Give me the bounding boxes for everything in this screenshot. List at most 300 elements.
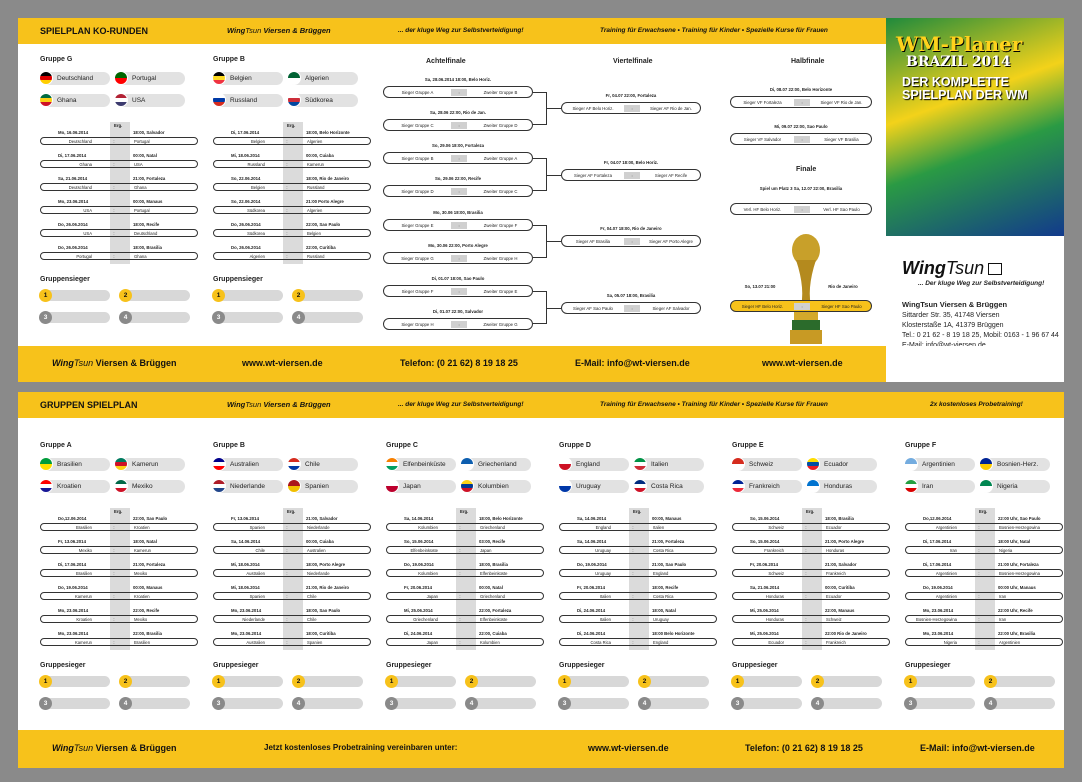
gruppensieger-slot[interactable]: [639, 698, 709, 709]
team-pill: [634, 458, 704, 471]
ko-match-row[interactable]: [730, 133, 872, 145]
match-away-team: Belgien: [307, 231, 321, 236]
match-row[interactable]: [40, 569, 198, 577]
ko-footer-web2[interactable]: www.wt-viersen.de: [762, 358, 843, 368]
match-score-separator[interactable]: :: [632, 525, 634, 530]
match-score-separator[interactable]: :: [459, 548, 461, 553]
team-name: Brasilien: [57, 461, 82, 468]
ko-score-separator[interactable]: :: [794, 136, 810, 143]
match-score-separator[interactable]: :: [113, 617, 115, 622]
match-away-team: Kamerun: [307, 162, 324, 167]
match-score-separator[interactable]: :: [286, 185, 288, 190]
match-home-team: Kamerun: [75, 640, 92, 645]
match-row[interactable]: [213, 252, 371, 260]
match-score-separator[interactable]: :: [978, 617, 980, 622]
match-score-separator[interactable]: :: [805, 571, 807, 576]
match-date: Mi, 25.06.2014: [750, 631, 779, 636]
rank-badge: 1: [39, 675, 52, 688]
kolumbien-flag-icon: [460, 479, 474, 493]
ko-viertel-title: Viertelfinale: [613, 58, 653, 65]
match-away-team: Spanien: [307, 640, 323, 645]
match-score-separator[interactable]: :: [286, 617, 288, 622]
match-home-team: USA: [83, 231, 92, 236]
group-title: Gruppe B: [213, 442, 245, 449]
gruppensieger-slot[interactable]: [213, 312, 283, 323]
match-home-team: Portugal: [76, 254, 92, 259]
match-row[interactable]: [559, 615, 717, 623]
match-score-separator[interactable]: :: [632, 594, 634, 599]
ko-match-row[interactable]: [383, 219, 533, 231]
team-pill: [634, 480, 704, 493]
match-time-place: 21:00, Fortaleza: [133, 176, 166, 181]
match-score-separator[interactable]: :: [805, 525, 807, 530]
match-row[interactable]: [40, 137, 198, 145]
match-away-team: Ecuador: [826, 594, 842, 599]
ko-match-row[interactable]: [383, 86, 533, 98]
match-away-team: Japan: [480, 548, 492, 553]
match-score-separator[interactable]: :: [113, 231, 115, 236]
bracket-line: [547, 308, 561, 309]
match-date: Mo, 23.06.2014: [58, 608, 89, 613]
match-score-separator[interactable]: :: [286, 525, 288, 530]
bracket-line: [547, 175, 561, 176]
ko-score-separator[interactable]: :: [624, 172, 640, 179]
match-away-team: Nigeria: [999, 548, 1013, 553]
groups-footer-web[interactable]: www.wt-viersen.de: [588, 743, 669, 753]
match-score-separator[interactable]: :: [978, 525, 980, 530]
ko-match-date: Di, 01.07 22:00, Salvador: [432, 309, 484, 314]
match-row[interactable]: [386, 546, 544, 554]
match-row[interactable]: [213, 137, 371, 145]
match-score-separator[interactable]: :: [113, 525, 115, 530]
match-away-team: England: [653, 571, 669, 576]
match-row[interactable]: [40, 160, 198, 168]
match-score-separator[interactable]: :: [978, 571, 980, 576]
gruppensieger-slot[interactable]: [40, 698, 110, 709]
match-row[interactable]: [732, 592, 890, 600]
match-row[interactable]: [559, 546, 717, 554]
match-time-place: 22:00, Sao Paulo: [306, 222, 341, 227]
match-home-team: Bosnien-Herzegowina: [916, 617, 957, 622]
match-home-team: Nigeria: [943, 640, 957, 645]
match-date: Di, 17.06.2014: [923, 562, 952, 567]
match-score-separator[interactable]: :: [286, 594, 288, 599]
match-date: Mo, 23.06.2014: [58, 199, 89, 204]
match-away-team: Mexiko: [134, 571, 148, 576]
match-row[interactable]: [213, 523, 371, 531]
match-away-team: Costa Rica: [653, 594, 674, 599]
match-row[interactable]: [213, 546, 371, 554]
team-name: Russland: [230, 97, 258, 104]
match-score-separator[interactable]: :: [805, 594, 807, 599]
match-row[interactable]: [40, 546, 198, 554]
match-row[interactable]: [732, 523, 890, 531]
ko-header-training: Training für Erwachsene • Training für Kinder • Spezielle Kurse für Frauen: [600, 27, 828, 34]
match-time-place: 00:00, Curitiba: [825, 585, 855, 590]
match-row[interactable]: [732, 546, 890, 554]
gruppensieger-slot[interactable]: [40, 676, 110, 687]
gruppensieger-slot[interactable]: [213, 290, 283, 301]
gruppensieger-slot[interactable]: [40, 290, 110, 301]
match-date: Di, 24.06.2014: [404, 631, 433, 636]
ko-match-row[interactable]: [383, 119, 533, 131]
match-score-separator[interactable]: :: [286, 208, 288, 213]
match-row[interactable]: [40, 638, 198, 646]
ko-home-slot: Sieger AF Sao Paulo: [573, 306, 613, 311]
gruppensieger-slot[interactable]: [293, 312, 363, 323]
match-score-separator[interactable]: :: [113, 208, 115, 213]
match-row[interactable]: [213, 615, 371, 623]
ko-score-separator[interactable]: :: [451, 321, 467, 328]
match-time-place: 22:00 Rio de Janeiro: [825, 631, 867, 636]
rank-badge: 1: [385, 675, 398, 688]
match-date: Do, 26.06.2014: [58, 222, 88, 227]
match-row[interactable]: [559, 638, 717, 646]
match-row[interactable]: [732, 615, 890, 623]
match-row[interactable]: [905, 569, 1063, 577]
team-pill: [288, 72, 358, 85]
match-row[interactable]: [559, 592, 717, 600]
match-row[interactable]: [40, 523, 198, 531]
match-row[interactable]: [213, 638, 371, 646]
match-row[interactable]: [386, 592, 544, 600]
match-score-separator[interactable]: :: [805, 640, 807, 645]
match-date: Di, 17.06.2014: [923, 539, 952, 544]
match-row[interactable]: [905, 615, 1063, 623]
match-date: Mi, 18.06.2014: [231, 153, 260, 158]
match-score-separator[interactable]: :: [459, 525, 461, 530]
match-date: Mo, 16.06.2014: [58, 130, 89, 135]
ko-away-slot: Sieger VF Rio de Jan.: [820, 100, 863, 105]
gruppensieger-slot[interactable]: [386, 676, 456, 687]
match-row[interactable]: [40, 615, 198, 623]
gruppensieger-slot[interactable]: [293, 698, 363, 709]
match-score-separator[interactable]: :: [632, 548, 634, 553]
gruppensieger-slot[interactable]: [466, 698, 536, 709]
frankreich-flag-icon: [731, 479, 745, 493]
ko-score-separator[interactable]: :: [451, 255, 467, 262]
match-row[interactable]: [386, 523, 544, 531]
match-time-place: 22:00 Uhr, Brasilia: [998, 631, 1036, 636]
match-score-separator[interactable]: :: [113, 162, 115, 167]
match-home-team: Spanien: [249, 525, 265, 530]
ko-away-slot: Sieger AF Recife: [654, 173, 688, 178]
match-score-separator[interactable]: :: [113, 548, 115, 553]
gruppensieger-slot[interactable]: [293, 676, 363, 687]
contact-line2: Klosterstaße 1A, 41379 Brüggen: [902, 322, 1004, 329]
ko-header-band: [18, 18, 886, 44]
ko-halb-title: Halbfinale: [791, 58, 825, 65]
match-score-separator[interactable]: :: [632, 617, 634, 622]
gruppensieger-slot[interactable]: [812, 698, 882, 709]
brand-prefix: Wing: [227, 26, 246, 35]
match-row[interactable]: [386, 615, 544, 623]
brand-suffix: Viersen & Brüggen: [261, 26, 331, 35]
match-row[interactable]: [213, 592, 371, 600]
team-pill: [905, 458, 975, 471]
team-pill: [288, 480, 358, 493]
match-away-team: Griechenland: [480, 594, 505, 599]
match-row[interactable]: [905, 546, 1063, 554]
match-score-separator[interactable]: :: [286, 231, 288, 236]
ko-score-separator[interactable]: :: [794, 99, 810, 106]
gruppensieger-slot[interactable]: [40, 312, 110, 323]
match-time-place: 22:00, Sao Paulo: [133, 516, 168, 521]
match-score-separator[interactable]: :: [113, 571, 115, 576]
gruppensieger-slot[interactable]: [732, 698, 802, 709]
ko-match-row[interactable]: [561, 102, 701, 114]
ko-away-slot: Sieger AF Salvador: [652, 306, 690, 311]
gruppensieger-slot[interactable]: [985, 698, 1055, 709]
team-name: Kolumbien: [478, 483, 509, 490]
match-home-team: Iran: [949, 548, 957, 553]
ko-home-slot: Sieger Gruppe G: [401, 256, 434, 261]
match-score-separator[interactable]: :: [113, 139, 115, 144]
match-away-team: Honduras: [826, 548, 845, 553]
match-score-separator[interactable]: :: [978, 640, 980, 645]
team-name: Frankreich: [749, 483, 780, 490]
ko-match-row[interactable]: [730, 300, 872, 312]
match-away-team: Frankreich: [826, 571, 846, 576]
match-time-place: 18:00, Recife: [133, 222, 160, 227]
ko-header-slogan: ... der kluge Weg zur Selbstverteidigung!: [398, 27, 524, 34]
ko-match-row[interactable]: [383, 252, 533, 264]
match-score-separator[interactable]: :: [978, 548, 980, 553]
match-date: Mo, 23.06.2014: [923, 631, 954, 636]
team-name: Mexiko: [132, 483, 153, 490]
match-date: Do, 19.06.2014: [58, 585, 88, 590]
match-score-separator[interactable]: :: [113, 254, 115, 259]
match-row[interactable]: [213, 569, 371, 577]
ko-match-date: Mi, 09.07 22:00, Sao Paulo: [774, 124, 828, 129]
match-date: Mi, 25.06.2014: [404, 608, 433, 613]
ko-away-slot: Sieger AF Porto Alegre: [649, 239, 693, 244]
match-date: Do, 19.06.2014: [404, 562, 434, 567]
match-row[interactable]: [40, 206, 198, 214]
ko-home-slot: Sieger Gruppe F: [401, 289, 434, 294]
groups-header-brand: [227, 400, 331, 409]
rank-badge: 3: [212, 311, 225, 324]
ko-score-separator[interactable]: :: [451, 122, 467, 129]
match-away-team: Niederlande: [307, 571, 330, 576]
match-row[interactable]: [559, 523, 717, 531]
match-score-separator[interactable]: :: [805, 617, 807, 622]
gruppensieger-slot[interactable]: [120, 698, 190, 709]
ko-home-slot: Sieger Gruppe B: [401, 156, 434, 161]
match-score-separator[interactable]: :: [632, 640, 634, 645]
match-away-team: Ghana: [134, 254, 147, 259]
match-time-place: 18:00, Curitiba: [306, 631, 336, 636]
nigeria-flag-icon: [979, 479, 993, 493]
team-pill: [115, 458, 185, 471]
group-title: Gruppe A: [40, 442, 72, 449]
match-score-separator[interactable]: :: [286, 571, 288, 576]
ko-match-row[interactable]: [383, 318, 533, 330]
match-score-separator[interactable]: :: [286, 139, 288, 144]
match-time-place: 22:00 Uhr, Sao Paulo: [998, 516, 1041, 521]
team-pill: [213, 94, 283, 107]
ko-match-row[interactable]: [561, 302, 701, 314]
match-row[interactable]: [386, 638, 544, 646]
ko-score-separator[interactable]: :: [794, 303, 810, 310]
match-home-team: Spanien: [249, 594, 265, 599]
match-time-place: 00:00, Natal: [479, 585, 503, 590]
ko-match-row[interactable]: [561, 169, 701, 181]
chile-flag-icon: [287, 457, 301, 471]
match-row[interactable]: [905, 638, 1063, 646]
match-row[interactable]: [40, 252, 198, 260]
ko-score-separator[interactable]: :: [451, 288, 467, 295]
rank-badge: 1: [558, 675, 571, 688]
ko-match-row[interactable]: [730, 203, 872, 215]
match-row[interactable]: [905, 592, 1063, 600]
match-time-place: 18:00, Porto Alegre: [306, 562, 346, 567]
ko-home-slot: Sieger Gruppe H: [401, 322, 434, 327]
groups-header-band: [18, 392, 1064, 418]
match-score-separator[interactable]: :: [459, 640, 461, 645]
match-row[interactable]: [40, 183, 198, 191]
match-date: Sa, 14.06.2014: [404, 516, 434, 521]
group-title: Gruppe B: [213, 56, 245, 63]
ko-score-separator[interactable]: :: [624, 305, 640, 312]
gruppensieger-slot[interactable]: [120, 312, 190, 323]
ko-score-separator[interactable]: :: [624, 105, 640, 112]
rank-badge: 3: [904, 697, 917, 710]
bracket-connector: [533, 92, 547, 125]
match-row[interactable]: [213, 160, 371, 168]
match-date: Di, 17.06.2014: [231, 130, 260, 135]
ko-match-row[interactable]: [383, 285, 533, 297]
gruppensieger-slot[interactable]: [120, 290, 190, 301]
match-score-separator[interactable]: :: [459, 571, 461, 576]
ko-footer-web[interactable]: www.wt-viersen.de: [242, 358, 323, 368]
ko-achtel-title: Achtelfinale: [426, 58, 466, 65]
match-time-place: 00:00, Natal: [133, 153, 157, 158]
match-row[interactable]: [386, 569, 544, 577]
rank-badge: 4: [638, 697, 651, 710]
match-home-team: Argentinien: [935, 525, 957, 530]
match-row[interactable]: [213, 206, 371, 214]
ko-away-slot: Sieger AF Rio de Jan.: [650, 106, 692, 111]
groups-footer-email[interactable]: E-Mail: info@wt-viersen.de: [920, 743, 1035, 753]
ko-score-separator[interactable]: :: [451, 222, 467, 229]
match-score-separator[interactable]: :: [113, 640, 115, 645]
gruppensieger-slot[interactable]: [732, 676, 802, 687]
rank-badge: 2: [811, 675, 824, 688]
match-row[interactable]: [40, 229, 198, 237]
match-row[interactable]: [732, 569, 890, 577]
ko-away-slot: Zweiter Gruppe F: [483, 223, 518, 228]
match-home-team: USA: [83, 208, 92, 213]
gruppensieger-slot[interactable]: [905, 676, 975, 687]
ko-score-separator[interactable]: :: [451, 155, 467, 162]
match-score-separator[interactable]: :: [286, 548, 288, 553]
match-away-team: England: [653, 640, 669, 645]
match-row[interactable]: [732, 638, 890, 646]
spanien-flag-icon: [287, 479, 301, 493]
match-score-separator[interactable]: :: [113, 594, 115, 599]
ko-score-separator[interactable]: :: [451, 188, 467, 195]
match-time-place: 18:00, Brasilia: [133, 245, 162, 250]
match-row[interactable]: [905, 523, 1063, 531]
match-score-separator[interactable]: :: [286, 254, 288, 259]
contact-footer-space: [886, 346, 1064, 382]
gruppensieger-slot[interactable]: [120, 676, 190, 687]
ko-footer-email[interactable]: E-Mail: info@wt-viersen.de: [575, 358, 690, 368]
match-score-separator[interactable]: :: [805, 548, 807, 553]
match-time-place: 18:00 Uhr, Natal: [998, 539, 1031, 544]
ko-match-row[interactable]: [561, 235, 701, 247]
gruppensieger-slot[interactable]: [213, 676, 283, 687]
uruguay-flag-icon: [558, 479, 572, 493]
ko-match-row[interactable]: [730, 96, 872, 108]
costarica-flag-icon: [633, 479, 647, 493]
rank-badge: 2: [984, 675, 997, 688]
match-home-team: Griechenland: [413, 617, 438, 622]
gruppensieger-slot[interactable]: [985, 676, 1055, 687]
rank-badge: 1: [731, 675, 744, 688]
brand-mid: Tsun: [73, 743, 94, 753]
gruppensieger-slot[interactable]: [639, 676, 709, 687]
gruppensieger-slot[interactable]: [559, 676, 629, 687]
match-away-team: Australien: [307, 548, 326, 553]
gruppensieger-slot[interactable]: [559, 698, 629, 709]
match-row[interactable]: [40, 592, 198, 600]
groups-footer-cta: Jetzt kostenloses Probetraining vereinbaren unter:: [264, 743, 458, 752]
gruppensieger-label: Gruppesieger: [386, 662, 432, 669]
ko-score-separator[interactable]: :: [794, 206, 810, 213]
team-name: Chile: [305, 461, 320, 468]
ko-match-row[interactable]: [383, 185, 533, 197]
bracket-connector: [533, 225, 547, 258]
ko-match-row[interactable]: [383, 152, 533, 164]
algerien-flag-icon: [287, 71, 301, 85]
match-row[interactable]: [213, 229, 371, 237]
match-time-place: 00:00, Manaus: [133, 585, 163, 590]
match-score-separator[interactable]: :: [286, 640, 288, 645]
gruppensieger-slot[interactable]: [905, 698, 975, 709]
match-score-separator[interactable]: :: [113, 185, 115, 190]
match-home-team: Niederlande: [242, 617, 265, 622]
brand-mid: Tsun: [73, 358, 94, 368]
match-date: Mo, 23.06.2014: [231, 631, 262, 636]
rank-badge: 3: [39, 311, 52, 324]
gruppensieger-slot[interactable]: [293, 290, 363, 301]
result-column-header: Erg.: [633, 509, 642, 514]
match-score-separator[interactable]: :: [632, 571, 634, 576]
rank-badge: 4: [811, 697, 824, 710]
team-name: Elfenbeinküste: [403, 461, 446, 468]
match-row[interactable]: [559, 569, 717, 577]
match-score-separator[interactable]: :: [978, 594, 980, 599]
gruppensieger-slot[interactable]: [213, 698, 283, 709]
match-row[interactable]: [213, 183, 371, 191]
ko-away-slot: Zweiter Gruppe H: [483, 256, 518, 261]
match-score-separator[interactable]: :: [459, 617, 461, 622]
match-score-separator[interactable]: :: [459, 594, 461, 599]
gruppensieger-slot[interactable]: [466, 676, 536, 687]
ko-score-separator[interactable]: :: [624, 238, 640, 245]
rank-badge: 2: [638, 675, 651, 688]
ko-away-slot: Zweiter Gruppe B: [483, 90, 518, 95]
match-date: Fr, 13.06.2014: [231, 516, 259, 521]
gruppensieger-slot[interactable]: [386, 698, 456, 709]
match-time-place: 18:00, Belo Horizonte: [479, 516, 523, 521]
ko-score-separator[interactable]: :: [451, 89, 467, 96]
match-score-separator[interactable]: :: [286, 162, 288, 167]
gruppensieger-slot[interactable]: [812, 676, 882, 687]
match-home-team: Uruguay: [595, 571, 611, 576]
